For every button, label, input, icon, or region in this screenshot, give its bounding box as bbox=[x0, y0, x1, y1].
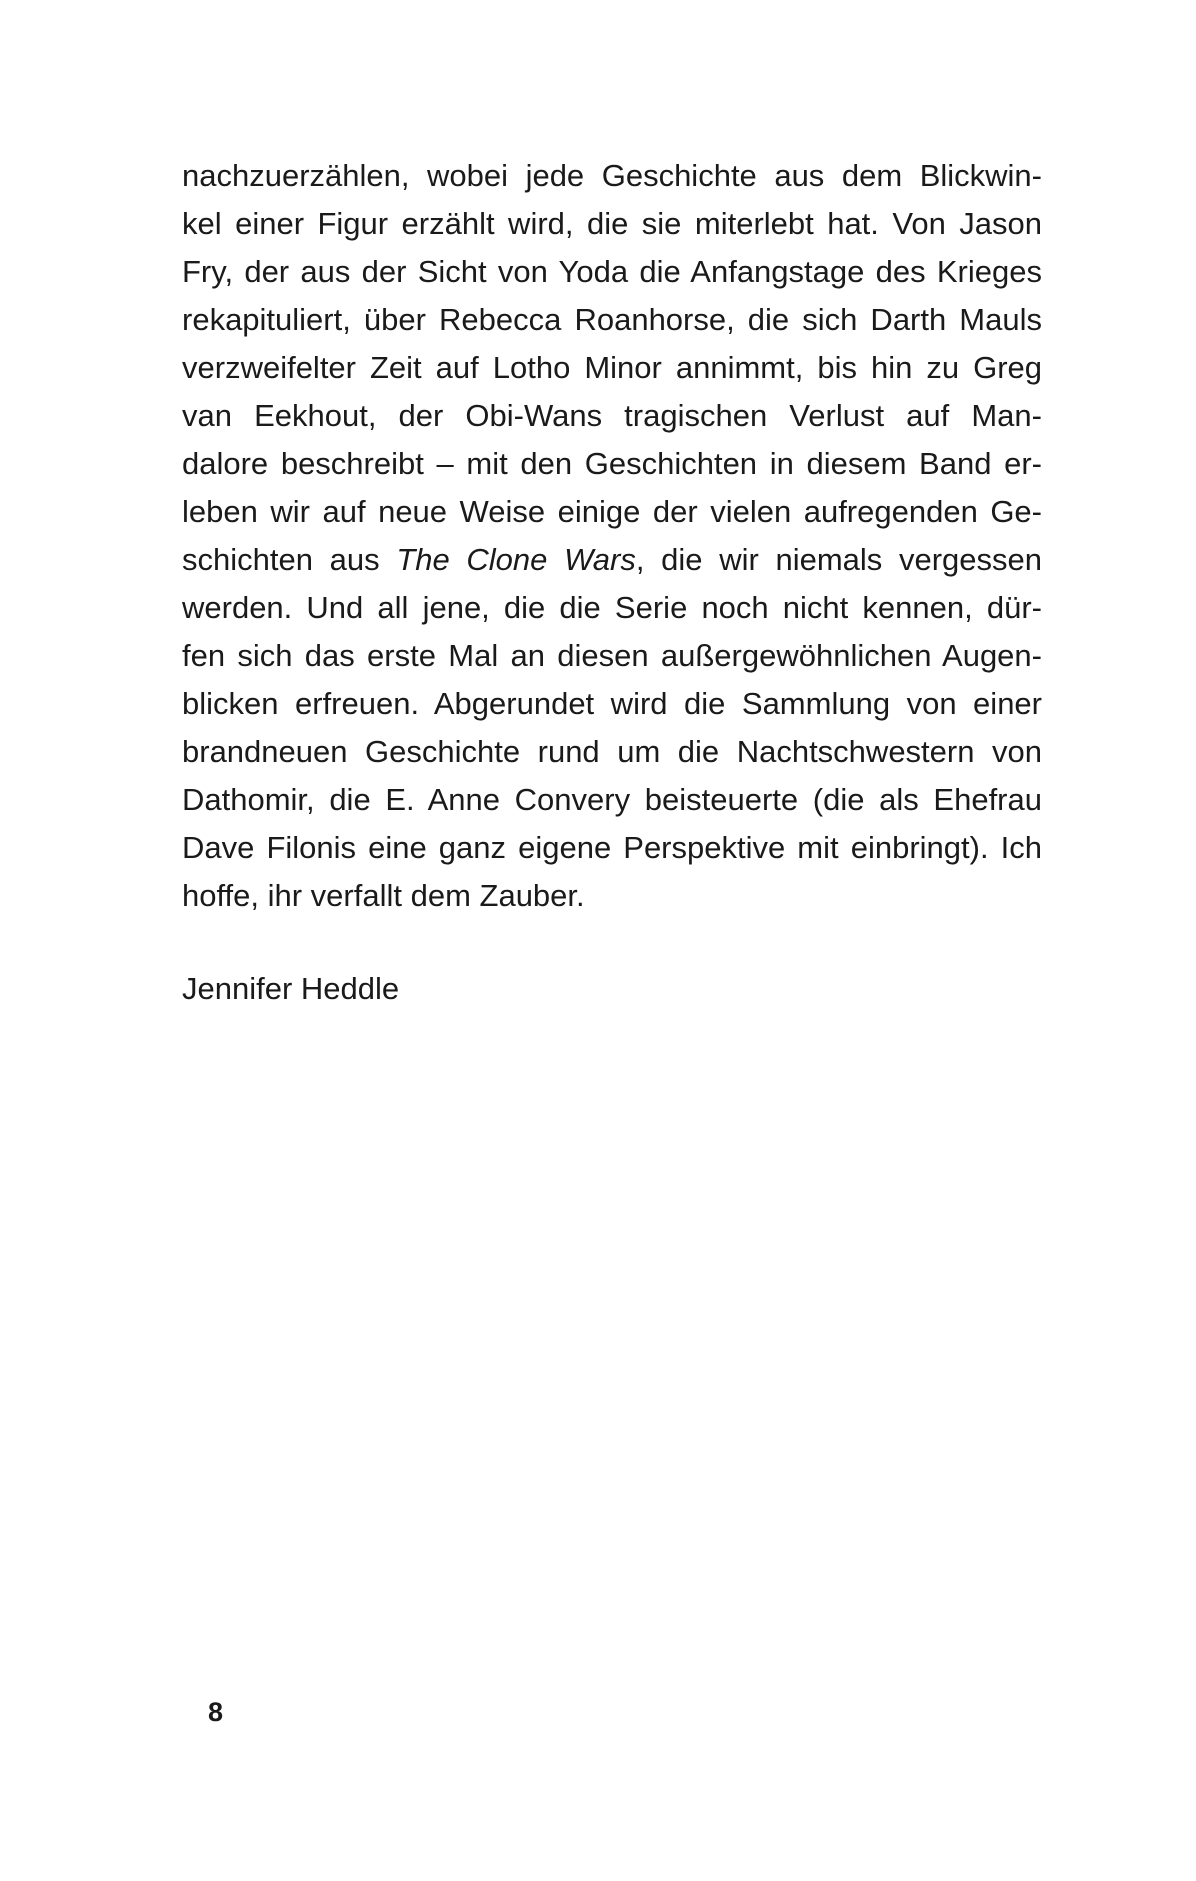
text-line: fen sich das erste Mal an diesen außergewöhnlichen Augen- bbox=[182, 638, 1042, 673]
text-segment: , die wir niemals vergessen bbox=[635, 542, 1043, 577]
text-line-with-title bbox=[182, 536, 1042, 584]
text-line: verzweifelter Zeit auf Lotho Minor annimmt, bis hin zu Greg bbox=[182, 350, 1042, 385]
text-line: Fry, der aus der Sicht von Yoda die Anfangstage des Krieges bbox=[182, 254, 1042, 289]
text-line: nachzuerzählen, wobei jede Geschichte aus dem Blickwin- bbox=[182, 158, 1042, 193]
text-line: kel einer Figur erzählt wird, die sie miterlebt hat. Von Jason bbox=[182, 206, 1042, 241]
text-line: dalore beschreibt – mit den Geschichten in diesem Band er- bbox=[182, 446, 1042, 481]
body-text bbox=[182, 152, 1042, 920]
text-line: hoffe, ihr verfallt dem Zauber. bbox=[182, 878, 585, 913]
text-line: Dathomir, die E. Anne Convery beisteuerte (die als Ehefrau bbox=[182, 782, 1042, 817]
text-segment: schichten aus bbox=[182, 542, 397, 577]
text-line: rekapituliert, über Rebecca Roanhorse, die sich Darth Mauls bbox=[182, 302, 1042, 337]
text-line: werden. Und all jene, die die Serie noch nicht kennen, dür- bbox=[182, 590, 1042, 625]
text-line: blicken erfreuen. Abgerundet wird die Sammlung von einer bbox=[182, 686, 1042, 721]
text-line: brandneuen Geschichte rund um die Nachtschwestern von bbox=[182, 734, 1042, 769]
author-signature: Jennifer Heddle bbox=[182, 971, 400, 1006]
text-line: leben wir auf neue Weise einige der vielen aufregenden Ge- bbox=[182, 494, 1042, 529]
page-number: 8 bbox=[208, 1697, 224, 1727]
text-line: van Eekhout, der Obi-Wans tragischen Verlust auf Man- bbox=[182, 398, 1042, 433]
text-line: Dave Filonis eine ganz eigene Perspektive mit einbringt). Ich bbox=[182, 830, 1042, 865]
series-title: The Clone Wars bbox=[396, 542, 636, 577]
